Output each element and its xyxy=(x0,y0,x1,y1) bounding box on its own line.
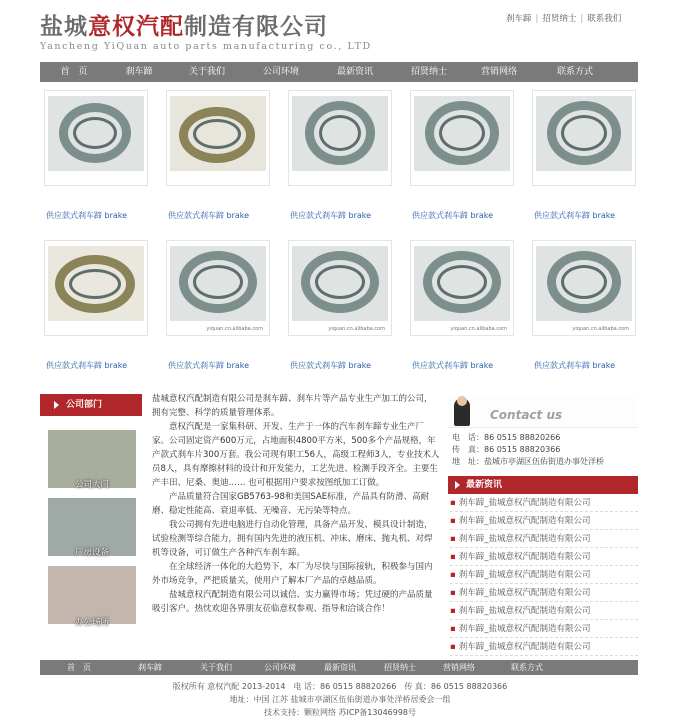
product-card[interactable] xyxy=(284,86,396,234)
footer-nav-jobs[interactable]: 招贤纳士 xyxy=(384,663,416,672)
product-caption[interactable]: 供应款式刹车蹄 brake xyxy=(412,361,494,370)
contact-title: Contact us xyxy=(490,408,563,422)
product-caption[interactable]: 供应款式刹车蹄 brake xyxy=(534,361,616,370)
logo-suffix: 制造有限公司 xyxy=(184,14,328,40)
footer-nav-network[interactable]: 营销网络 xyxy=(443,663,475,672)
footer-nav-environment[interactable]: 公司环境 xyxy=(264,663,296,672)
intro-paragraph: 产品质量符合国家GB5763-98和美国SAE标准，产品具有防滑、高耐磨、稳定性能高、衰退率低、无噪音、无污染等特点。 xyxy=(152,492,430,516)
footer-nav-news[interactable]: 最新资讯 xyxy=(324,663,356,672)
department-label[interactable]: 公司大门 xyxy=(74,480,109,490)
nav-home[interactable]: 首 页 xyxy=(60,67,88,77)
news-item[interactable] xyxy=(450,602,638,620)
news-item[interactable] xyxy=(450,548,638,566)
footer-nav-home[interactable]: 首 页 xyxy=(67,663,91,672)
news-item[interactable] xyxy=(450,512,638,530)
nav-environment[interactable]: 公司环境 xyxy=(262,67,299,77)
bullet-icon: ▪ xyxy=(450,642,456,652)
divider: | xyxy=(580,14,584,24)
footer-nav xyxy=(40,660,638,675)
footer-copyright: 版权所有 意权汽配 2013-2014 电 话：86 0515 88820266 传 真：86 0515 88820366 xyxy=(172,682,508,691)
product-image[interactable] xyxy=(410,90,514,186)
divider: | xyxy=(535,14,539,24)
product-card[interactable] xyxy=(406,86,518,234)
news-link[interactable]: 刹车蹄_盐城意权汽配制造有限公司 xyxy=(458,552,591,562)
news-link[interactable]: 刹车蹄_盐城意权汽配制造有限公司 xyxy=(458,588,591,598)
top-link-contact[interactable]: 联系我们 xyxy=(587,14,622,24)
department-title: 公司部门 xyxy=(40,394,142,416)
product-image[interactable] xyxy=(166,90,270,186)
news-title: 最新资讯 xyxy=(448,476,638,494)
bullet-icon: ▪ xyxy=(450,570,456,580)
intro-paragraph: 意权汽配是一家集科研、开发、生产于一体的汽车刹车蹄专业生产厂家。公司固定资产600万元，占地面积4800平方米，500多个产品规格，年产款式刹车片300万套。我公司现有职工56人，高级工程师3人，专业技术人员8人，具有摩擦材料的设计和开发能力，工艺先进、检测手段齐全。主要生产丰田、尼桑、奥迪…… 也可根据用户要求按图纸加工订做。 xyxy=(152,422,440,488)
news-item[interactable] xyxy=(450,566,638,584)
nav-news[interactable]: 最新资讯 xyxy=(336,67,373,77)
footer-address: 地址：中国 江苏 盐城市亭湖区伍佑街道办事处洋桥居委会一组 xyxy=(229,695,451,704)
department-panel xyxy=(40,394,142,628)
news-link[interactable]: 刹车蹄_盐城意权汽配制造有限公司 xyxy=(458,570,591,580)
product-card[interactable] xyxy=(406,236,518,384)
product-image[interactable] xyxy=(532,90,636,186)
news-link[interactable]: 刹车蹄_盐城意权汽配制造有限公司 xyxy=(458,606,591,616)
contact-fax: 传 真：86 0515 88820366 xyxy=(452,445,561,454)
news-item[interactable] xyxy=(450,494,638,512)
footer-nav-about[interactable]: 关于我们 xyxy=(200,663,232,672)
nav-jobs[interactable]: 招贤纳士 xyxy=(410,67,447,77)
nav-network[interactable]: 营销网络 xyxy=(480,67,517,77)
image-watermark: yiquan.cn.alibaba.com xyxy=(450,326,507,332)
image-watermark: yiquan.cn.alibaba.com xyxy=(328,326,385,332)
bullet-icon: ▪ xyxy=(450,552,456,562)
news-link[interactable]: 刹车蹄_盐城意权汽配制造有限公司 xyxy=(458,624,591,634)
intro-paragraph: 盐城意权汽配制造有限公司以诚信、实力赢得市场；凭过硬的产品质量吸引客户。热忱欢迎各界朋友莅临意权参观、指导和洽谈合作！ xyxy=(152,590,433,614)
product-image[interactable] xyxy=(44,90,148,186)
product-image[interactable] xyxy=(166,240,270,336)
nav-about[interactable]: 关于我们 xyxy=(188,67,225,77)
intro-paragraph: 我公司拥有先进电脑进行自动化管理，具备产品开发、模具设计制造，试验检测等综合能力，拥有国内先进的液压机、冲床、磨床、抛丸机、对焊机等设备，可订做生产各种汽车刹车蹄。 xyxy=(152,520,433,558)
nav-brake-shoe[interactable]: 刹车蹄 xyxy=(125,67,153,77)
product-card[interactable] xyxy=(284,236,396,384)
company-intro xyxy=(152,392,440,616)
bullet-icon: ▪ xyxy=(450,606,456,616)
sidebar-right xyxy=(448,394,638,656)
news-list xyxy=(448,494,638,656)
footer-nav-contact[interactable]: 联系方式 xyxy=(511,663,543,672)
product-image[interactable] xyxy=(288,240,392,336)
news-item[interactable] xyxy=(450,638,638,656)
product-image[interactable] xyxy=(44,240,148,336)
logo-english: Yancheng YiQuan auto parts manufacturing co., LTD xyxy=(40,41,372,52)
news-link[interactable]: 刹车蹄_盐城意权汽配制造有限公司 xyxy=(458,642,591,652)
product-caption[interactable]: 供应款式刹车蹄 brake xyxy=(290,211,372,220)
news-item[interactable] xyxy=(450,620,638,638)
main-nav xyxy=(40,62,638,82)
product-card[interactable] xyxy=(528,236,640,384)
news-item[interactable] xyxy=(450,584,638,602)
contact-info xyxy=(448,432,638,468)
product-caption[interactable]: 供应款式刹车蹄 brake xyxy=(412,211,494,220)
intro-paragraph: 盐城意权汽配制造有限公司是刹车蹄、刹车片等产品专业生产加工的公司，拥有完整、科学的质量管理体系。 xyxy=(152,394,433,418)
product-card[interactable] xyxy=(162,86,274,234)
bullet-icon: ▪ xyxy=(450,534,456,544)
intro-paragraph: 在全球经济一体化的大趋势下，本厂为尽快与国际接轨，积极参与国内外市场竞争，严把质量关，使用户了解本厂产品的卓越品质。 xyxy=(152,562,433,586)
product-caption[interactable]: 供应款式刹车蹄 brake xyxy=(290,361,372,370)
footer-info xyxy=(0,680,680,719)
footer-nav-brake-shoe[interactable]: 刹车蹄 xyxy=(138,663,162,672)
product-card[interactable] xyxy=(528,86,640,234)
news-link[interactable]: 刹车蹄_盐城意权汽配制造有限公司 xyxy=(458,534,591,544)
support-person-icon xyxy=(454,398,470,426)
contact-address: 地 址：盐城市亭湖区伍佑街道办事处洋桥 xyxy=(452,457,604,466)
bullet-icon: ▪ xyxy=(450,624,456,634)
bullet-icon: ▪ xyxy=(450,588,456,598)
product-caption[interactable]: 供应款式刹车蹄 brake xyxy=(46,211,128,220)
logo-prefix: 盐城 xyxy=(40,14,88,40)
product-caption[interactable]: 供应款式刹车蹄 brake xyxy=(534,211,616,220)
department-label[interactable]: 厂房设备 xyxy=(74,548,109,558)
product-image[interactable] xyxy=(288,90,392,186)
product-caption[interactable]: 供应款式刹车蹄 brake xyxy=(168,211,250,220)
contact-phone: 电 话：86 0515 88820266 xyxy=(452,433,561,442)
top-links xyxy=(506,12,621,24)
news-item[interactable] xyxy=(450,530,638,548)
logo-brand: 意权汽配 xyxy=(88,14,184,40)
product-grid xyxy=(40,86,638,386)
contact-banner xyxy=(448,394,638,428)
image-watermark: yiquan.cn.alibaba.com xyxy=(206,326,263,332)
top-link-brake-shoe[interactable]: 刹车蹄 xyxy=(506,14,532,24)
news-link[interactable]: 刹车蹄_盐城意权汽配制造有限公司 xyxy=(458,516,591,526)
footer-support[interactable]: 技术支持：颗粒网络 苏ICP备13046998号 xyxy=(263,708,417,717)
logo-chinese xyxy=(40,14,372,40)
product-card[interactable] xyxy=(162,236,274,384)
top-link-jobs[interactable]: 招贤纳士 xyxy=(542,14,577,24)
product-caption[interactable]: 供应款式刹车蹄 brake xyxy=(46,361,128,370)
product-card[interactable] xyxy=(40,236,152,384)
department-label[interactable]: 办公场所 xyxy=(74,618,109,628)
news-link[interactable]: 刹车蹄_盐城意权汽配制造有限公司 xyxy=(458,498,591,508)
product-card[interactable] xyxy=(40,86,152,234)
bullet-icon: ▪ xyxy=(450,516,456,526)
site-logo[interactable] xyxy=(40,14,372,52)
nav-contact[interactable]: 联系方式 xyxy=(556,67,593,77)
product-image[interactable] xyxy=(410,240,514,336)
image-watermark: yiquan.cn.alibaba.com xyxy=(572,326,629,332)
bullet-icon: ▪ xyxy=(450,498,456,508)
product-image[interactable] xyxy=(532,240,636,336)
product-caption[interactable]: 供应款式刹车蹄 brake xyxy=(168,361,250,370)
